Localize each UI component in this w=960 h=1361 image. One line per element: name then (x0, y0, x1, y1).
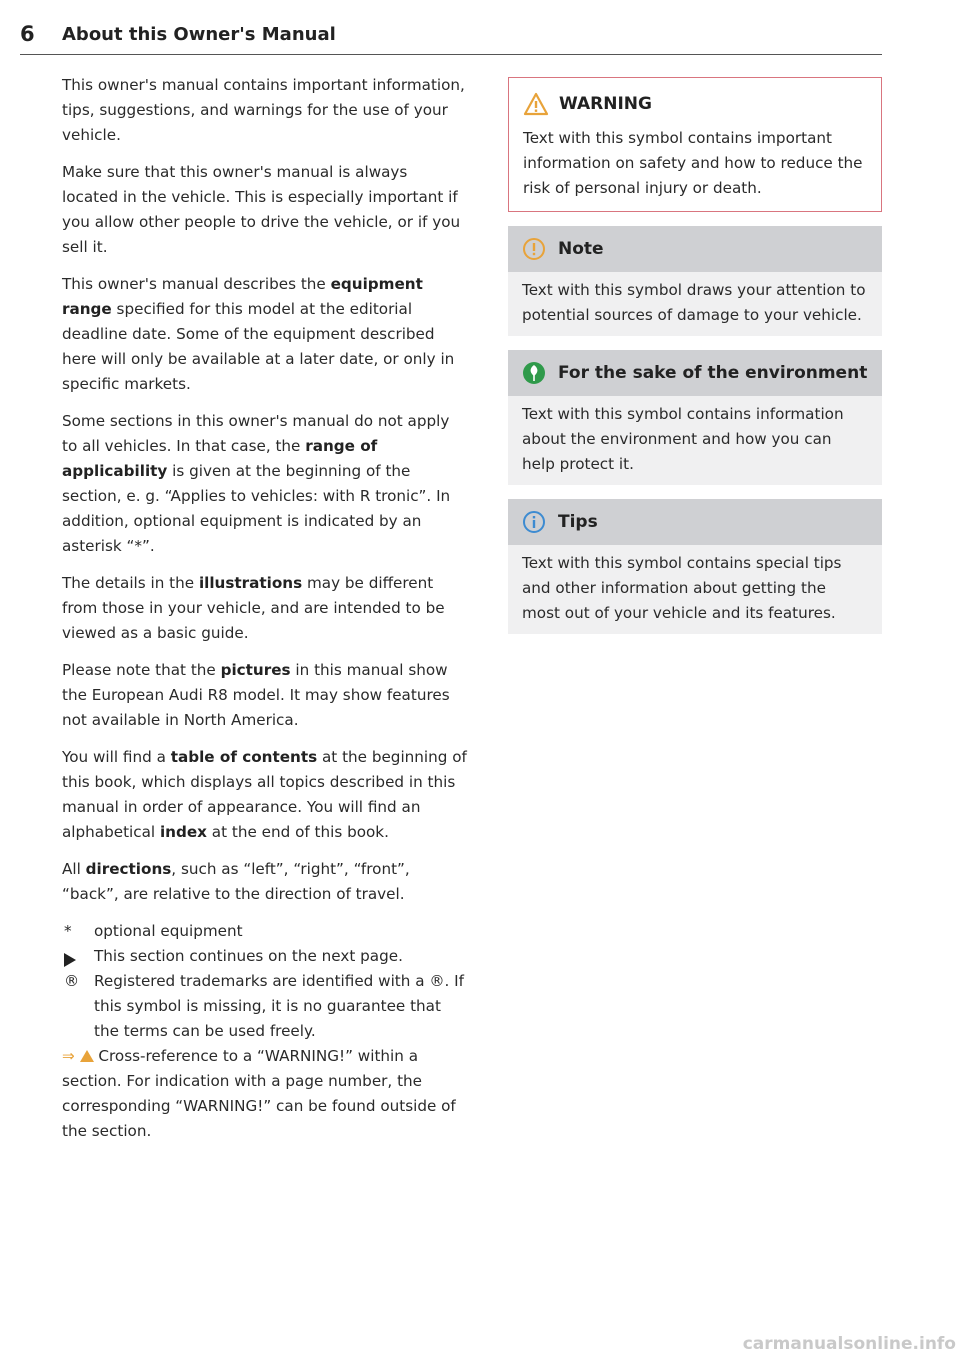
bold-term-table-of-contents: table of contents (170, 748, 318, 766)
asterisk-symbol: * (64, 922, 72, 940)
warning-text: Text with this symbol contains important information on safety and how to reduce the risk of personal injury or death. (523, 129, 863, 197)
note-box (508, 226, 882, 336)
bold-term-index: index (159, 823, 207, 841)
legend-text-asterisk: optional equipment (94, 922, 243, 940)
environment-title: For the sake of the environment (558, 362, 868, 383)
bold-term-pictures: pictures (220, 661, 291, 679)
paragraph-pictures (62, 658, 467, 733)
text-segment: You will find a (62, 748, 171, 766)
note-text: Text with this symbol draws your attention to potential sources of damage to your vehicle. (508, 272, 882, 336)
paragraph-illustrations (62, 571, 467, 646)
bold-term-illustrations: illustrations (198, 574, 303, 592)
right-column (508, 77, 882, 634)
text-segment: This owner's manual describes the (62, 275, 331, 293)
page-title: About this Owner's Manual (62, 24, 336, 45)
text-segment: in this manual show the European Audi R8 model. It may show features not available in North America. (62, 661, 450, 729)
text-segment: The details in the (62, 574, 199, 592)
text-segment: Please note that the (62, 661, 221, 679)
left-column (62, 73, 467, 1156)
paragraph-applicability (62, 409, 467, 559)
legend-text-continue: This section continues on the next page. (94, 947, 403, 965)
paragraph-location: Make sure that this owner's manual is always located in the vehicle. This is especially important if you allow other people to drive the vehicle, or if you sell it. (62, 163, 461, 256)
legend-item-asterisk (62, 919, 467, 944)
symbol-legend (62, 919, 467, 1044)
environment-text: Text with this symbol contains information about the environment and how you can help protect it. (508, 396, 882, 485)
note-title: Note (558, 238, 604, 259)
tips-title: Tips (558, 511, 598, 532)
legend-item-registered (62, 969, 467, 1044)
crossref-arrow-icon: ⇒ (62, 1047, 75, 1065)
crossref-text: Cross-reference to a “WARNING!” within a section. For indication with a page number, the corresponding “WARNING!” can be found outside of the section. (62, 1047, 456, 1140)
bold-term-range-of-applicability: range of applicability (62, 437, 378, 480)
text-segment: at the beginning of this book, which displays all topics described in this manual in order of appearance. You will find an alphabetical (62, 748, 467, 841)
bold-term-directions: directions (85, 860, 172, 878)
tips-header (508, 499, 882, 545)
environment-header (508, 350, 882, 396)
legend-text-registered: Registered trademarks are identified with a ®. If this symbol is missing, it is no guarantee that the terms can be used freely. (94, 972, 465, 1040)
note-header (508, 226, 882, 272)
paragraph-equipment (62, 272, 467, 397)
tips-text: Text with this symbol contains special tips and other information about getting the most out of your vehicle and its features. (508, 545, 882, 634)
warning-triangle-icon (523, 92, 549, 116)
warning-box (508, 77, 882, 212)
watermark: carmanualsonline.info (742, 1334, 956, 1354)
text-segment: All (62, 860, 86, 878)
text-segment: Some sections in this owner's manual do not apply to all vehicles. In that case, the (62, 412, 450, 455)
warning-title: WARNING (559, 93, 652, 114)
paragraph-crossref (62, 1044, 467, 1144)
paragraph-directions (62, 857, 467, 907)
text-segment: , such as “left”, “right”, “front”, “back”, are relative to the direction of travel. (62, 860, 410, 903)
tree-leaf-icon (522, 361, 546, 385)
text-segment: may be different from those in your vehicle, and are intended to be viewed as a basic guide. (62, 574, 445, 642)
paragraph-contents-index (62, 745, 467, 845)
paragraph-intro: This owner's manual contains important information, tips, suggestions, and warnings for the use of your vehicle. (62, 76, 465, 144)
text-segment: specified for this model at the editorial deadline date. Some of the equipment described here will only be available at a later date, or only in specific markets. (62, 300, 455, 393)
exclamation-circle-icon (522, 237, 546, 261)
environment-box (508, 350, 882, 485)
registered-symbol: ® (64, 972, 80, 990)
page-number: 6 (20, 22, 35, 46)
page-header (20, 22, 882, 55)
bold-term-equipment-range: equipment range (62, 275, 423, 318)
text-segment: is given at the beginning of the section, e. g. “Applies to vehicles: with R tronic”. In addition, optional equipment is indicated by an asterisk “*”. (62, 462, 451, 555)
info-circle-icon (522, 510, 546, 534)
warning-triangle-icon (80, 1050, 94, 1062)
tips-box (508, 499, 882, 634)
warning-header (523, 86, 867, 122)
legend-item-continue (62, 944, 467, 969)
text-segment: at the end of this book. (206, 823, 389, 841)
